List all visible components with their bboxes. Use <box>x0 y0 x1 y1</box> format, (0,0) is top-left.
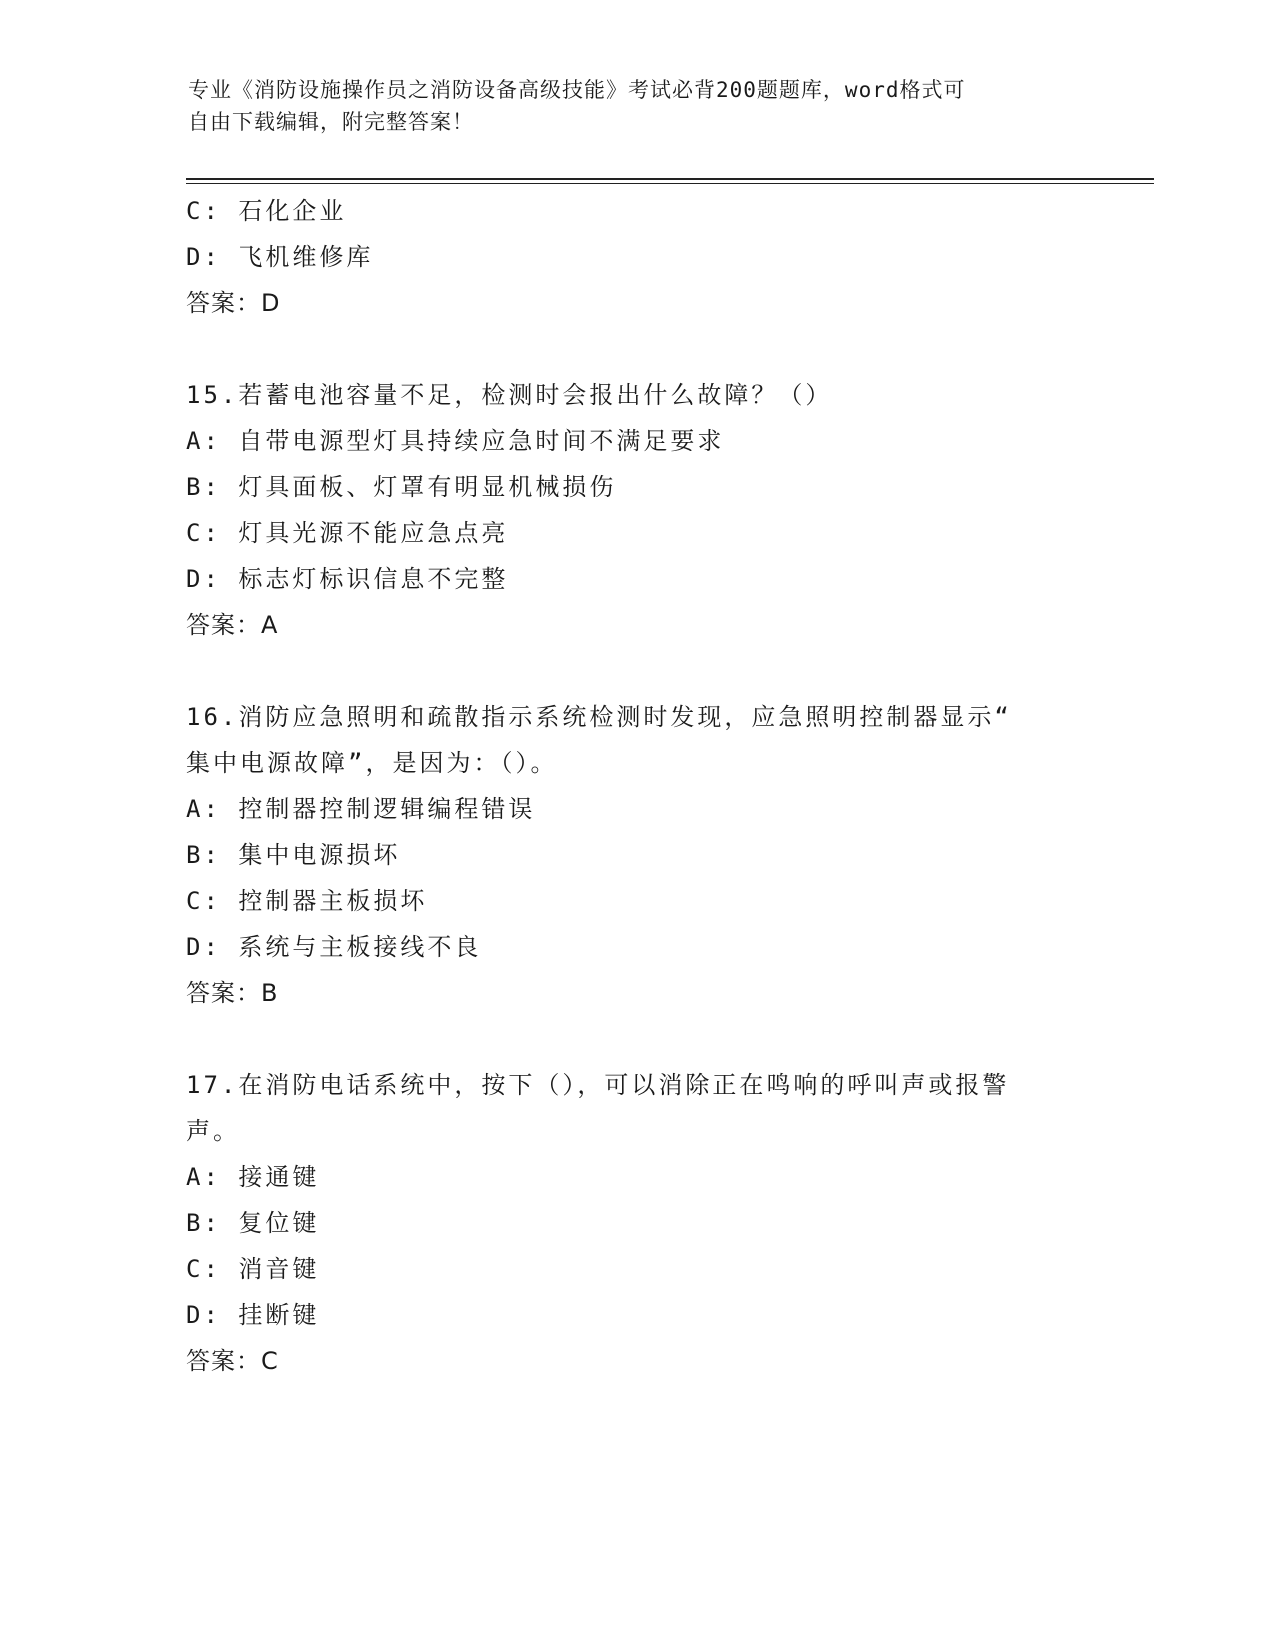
spacer <box>186 326 1086 372</box>
option-d: D: 飞机维修库 <box>186 243 374 271</box>
question-14-tail <box>186 188 1086 326</box>
answer-line: 答案：B <box>186 979 279 1007</box>
question-stem: 17.在消防电话系统中，按下（），可以消除正在鸣响的呼叫声或报警 <box>186 1071 1010 1099</box>
question-stem: 16.消防应急照明和疏散指示系统检测时发现，应急照明控制器显示“ <box>186 703 1012 731</box>
question-15 <box>186 372 1086 648</box>
option-b: B: 集中电源损坏 <box>186 841 401 869</box>
header-rule-thick <box>186 178 1154 180</box>
header-rule-thin <box>186 183 1154 184</box>
option-a: A: 自带电源型灯具持续应急时间不满足要求 <box>186 427 725 455</box>
header-line-1: 专业《消防设施操作员之消防设备高级技能》考试必背200题题库，word格式可 <box>188 78 966 102</box>
option-c: C: 消音键 <box>186 1255 320 1283</box>
question-16 <box>186 694 1086 1016</box>
option-c: C: 石化企业 <box>186 197 347 225</box>
document-body <box>186 188 1086 1384</box>
option-a: A: 控制器控制逻辑编程错误 <box>186 795 536 823</box>
option-d: D: 标志灯标识信息不完整 <box>186 565 509 593</box>
question-stem: 15.若蓄电池容量不足，检测时会报出什么故障？（） <box>186 381 833 409</box>
answer-line: 答案：D <box>186 289 281 317</box>
option-d: D: 系统与主板接线不良 <box>186 933 482 961</box>
question-17 <box>186 1062 1086 1384</box>
header-line-2: 自由下载编辑，附完整答案！ <box>188 110 474 134</box>
option-d: D: 挂断键 <box>186 1301 320 1329</box>
option-c: C: 灯具光源不能应急点亮 <box>186 519 509 547</box>
question-stem-continued: 集中电源故障”，是因为：（）。 <box>186 749 558 777</box>
option-c: C: 控制器主板损坏 <box>186 887 428 915</box>
option-b: B: 灯具面板、灯罩有明显机械损伤 <box>186 473 617 501</box>
answer-line: 答案：C <box>186 1347 279 1375</box>
option-a: A: 接通键 <box>186 1163 320 1191</box>
spacer <box>186 648 1086 694</box>
spacer <box>186 1016 1086 1062</box>
answer-line: 答案：A <box>186 611 279 639</box>
option-b: B: 复位键 <box>186 1209 320 1237</box>
document-header <box>188 74 1068 138</box>
question-stem-continued: 声。 <box>186 1117 240 1145</box>
